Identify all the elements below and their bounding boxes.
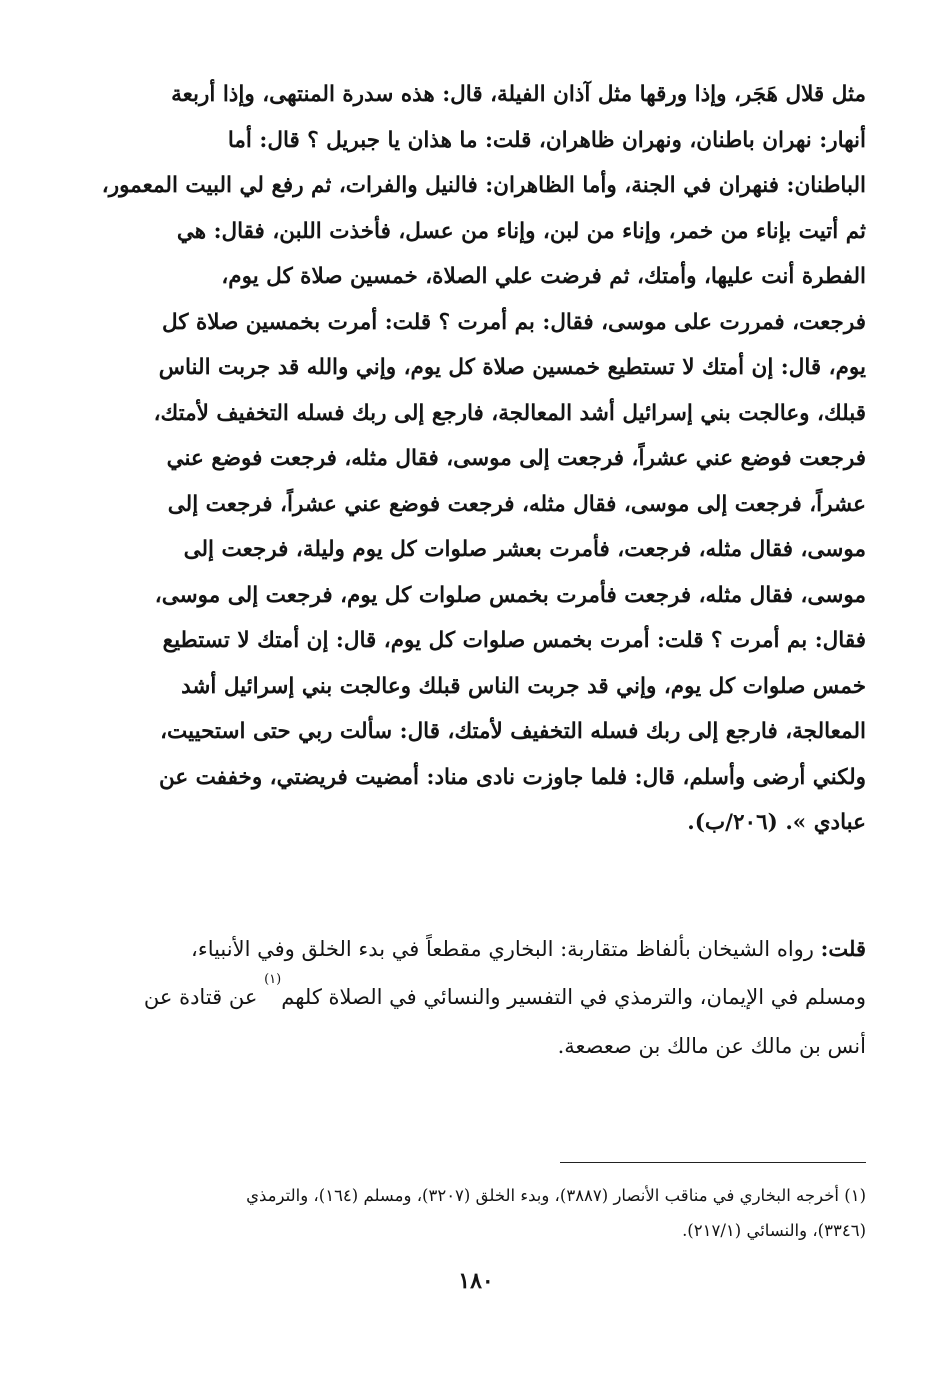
note-text: ومسلم في الإيمان، والترمذي في التفسير والنسائي في الصلاة كلهم <box>281 985 866 1009</box>
text-line: المعالجة، فارجع إلى ربك فسله التخفيف لأمتك، قال: سألت ربي حتى استحييت، <box>160 719 866 744</box>
note-lead: قلت: <box>820 936 866 961</box>
text-line: الباطنان: فنهران في الجنة، وأما الظاهران: فالنيل والفرات، ثم رفع لي البيت المعمور، <box>101 173 866 198</box>
footnote-marker: (١) <box>264 973 282 987</box>
text-line: ولكني أرضى وأسلم، قال: فلما جاوزت نادى مناد: أمضيت فريضتي، وخففت عن <box>158 764 866 790</box>
text-line: الفطرة أنت عليها، وأمتك، ثم فرضت علي الصلاة، خمسين صلاة كل يوم، <box>221 264 866 289</box>
text-line: عبادي ». (٢٠٦/ب). <box>687 810 866 835</box>
footnotes <box>94 1178 866 1248</box>
note-text: رواه الشيخان بألفاظ متقاربة: البخاري مقطعاً في بدء الخلق وفي الأنبياء، <box>191 937 821 961</box>
note-line <box>94 973 866 1022</box>
note-line: أنس بن مالك عن مالك بن صعصعة. <box>557 1034 866 1058</box>
text-line: فرجعت، فمررت على موسى، فقال: بم أمرت ؟ قلت: أمرت بخمسين صلاة كل <box>161 309 866 335</box>
author-note <box>94 924 866 1071</box>
text-line: فرجعت فوضع عني عشراً، فرجعت إلى موسى، فقال مثله، فرجعت فوضع عني <box>166 446 866 471</box>
page-number: ١٨٠ <box>458 1268 494 1294</box>
text-line: مثل قلال هَجَر، وإذا ورقها مثل آذان الفيلة، قال: هذه سدرة المنتهى، وإذا أربعة <box>171 82 866 107</box>
text-line: فقال: بم أمرت ؟ قلت: أمرت بخمس صلوات كل يوم، قال: إن أمتك لا تستطيع <box>162 628 866 653</box>
text-line: يوم، قال: إن أمتك لا تستطيع خمسين صلاة كل يوم، وإني والله قد جربت الناس <box>158 355 866 380</box>
text-line: موسى، فقال مثله، فرجعت، فأمرت بعشر صلوات كل يوم وليلة، فرجعت إلى <box>183 537 866 562</box>
text-line: خمس صلوات كل يوم، وإني قد جربت الناس قبلك وعالجت بني إسرائيل أشد <box>181 673 866 699</box>
text-line: عشراً، فرجعت إلى موسى، فقال مثله، فرجعت فوضع عني عشراً، فرجعت إلى <box>167 491 866 517</box>
text-line: ثم أتيت بإناء من خمر، وإناء من لبن، وإناء من عسل، فأخذت اللبن، فقال: هي <box>176 218 866 244</box>
note-text: عن قتادة عن <box>143 985 265 1009</box>
text-line: أنهار: نهران باطنان، ونهران ظاهران، قلت: ما هذان يا جبريل ؟ قال: أما <box>227 127 866 153</box>
text-line: قبلك، وعالجت بني إسرائيل أشد المعالجة، فارجع إلى ربك فسله التخفيف لأمتك، <box>153 400 866 426</box>
note-line <box>94 924 866 973</box>
footnote-line: (١) أخرجه البخاري في مناقب الأنصار (٣٨٨٧)، وبدء الخلق (٣٢٠٧)، ومسلم (١٦٤)، والترمذي <box>246 1186 866 1205</box>
main-text <box>94 72 866 846</box>
text-line: موسى، فقال مثله، فرجعت فأمرت بخمس صلوات كل يوم، فرجعت إلى موسى، <box>154 582 866 608</box>
footnote-divider <box>560 1162 866 1163</box>
footnote-line: (٣٣٤٦)، والنسائي (٢١٧/١). <box>682 1221 866 1240</box>
